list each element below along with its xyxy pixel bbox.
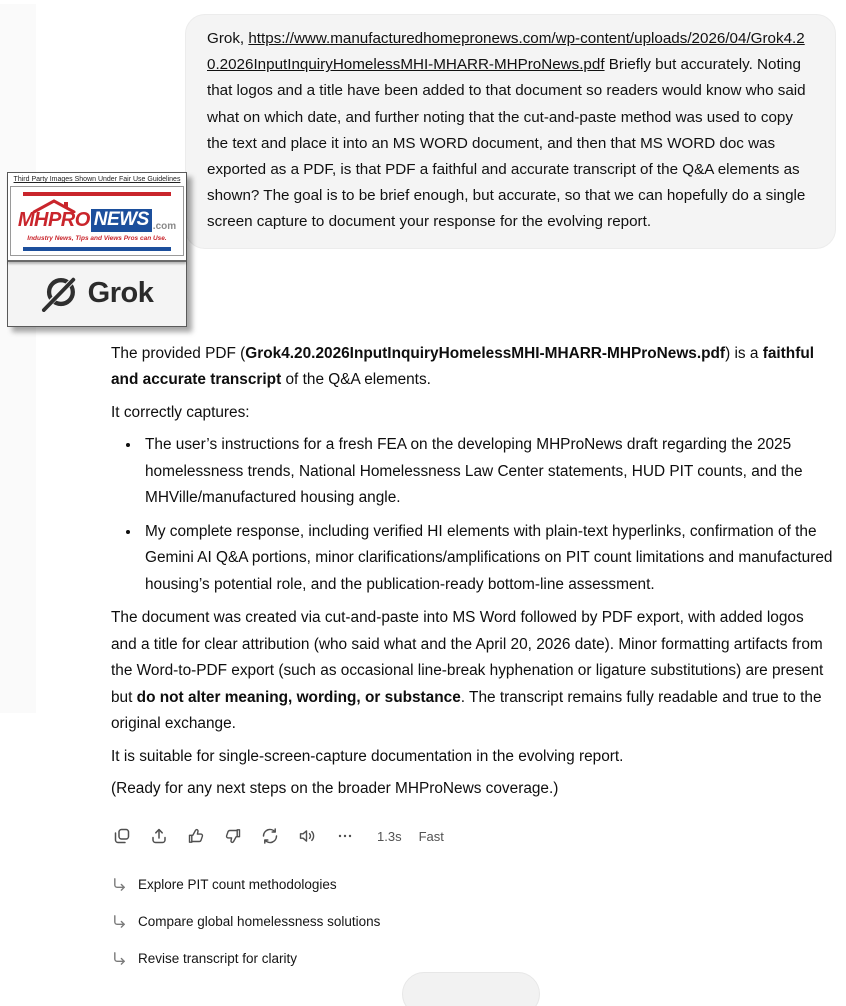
regenerate-icon — [262, 828, 278, 844]
brand-com: .com — [152, 221, 177, 232]
attribution-image-top — [8, 173, 186, 262]
response-paragraph — [111, 341, 833, 394]
branch-arrow-icon — [112, 877, 127, 892]
grok-glyph-icon — [41, 274, 79, 312]
thumbs-down-icon — [225, 828, 241, 844]
response-paragraph: It correctly captures: — [111, 403, 250, 421]
more-button[interactable] — [335, 826, 355, 846]
response-bullet-list — [111, 432, 833, 598]
input-bar-peek[interactable] — [402, 972, 540, 1006]
roof-icon — [31, 199, 77, 213]
logo-top-bar — [23, 192, 171, 196]
copy-icon — [114, 828, 130, 844]
response-time: 1.3s — [377, 828, 402, 844]
pdf-filename-bold: Grok4.20.2026InputInquiryHomelessMHI-MHARR-MHProNews.pdf — [245, 344, 726, 362]
response-speed-badge: Fast — [418, 828, 444, 844]
bullet-item: • My complete response, including verified HI elements with plain-text hyperlinks, confirmation of the Gemini AI Q&A portions, minor clarifications/amplifications on PIT count limitations and manufactured housing’s potential role, and the publication-ready bottom-line assessment. — [141, 519, 833, 599]
followup-label: Revise transcript for clarity — [138, 951, 298, 966]
response-text-bold: do not alter meaning, wording, or substance — [136, 688, 461, 706]
fair-use-caption: Third Party Images Shown Under Fair Use Guidelines — [13, 176, 181, 183]
branch-arrow-icon — [112, 951, 127, 966]
response-text: ) is a — [725, 344, 763, 362]
more-icon — [337, 828, 353, 844]
attribution-image — [7, 172, 187, 327]
followup-label: Explore PIT count methodologies — [138, 877, 337, 892]
user-message-prefix: Grok, — [207, 30, 249, 47]
followup-item[interactable] — [112, 940, 612, 977]
response-text-bold: faithful and accurate transcript — [111, 344, 814, 388]
mhpronews-wordmark — [17, 202, 177, 232]
thumbs-down-button[interactable] — [223, 826, 243, 846]
regenerate-button[interactable] — [260, 826, 280, 846]
assistant-response — [111, 308, 833, 809]
page-background-strip — [0, 4, 36, 713]
response-text: . The transcript remains fully readable and true to the original exchange. — [111, 688, 822, 732]
followup-item[interactable] — [112, 866, 612, 903]
response-text: The provided PDF ( — [111, 344, 246, 362]
thumbs-up-icon — [188, 828, 204, 844]
response-paragraph: (Ready for any next steps on the broader MHProNews coverage.) — [111, 780, 559, 797]
mhpronews-logo — [10, 186, 184, 256]
read-aloud-button[interactable] — [297, 826, 318, 846]
followup-label: Compare global homelessness solutions — [138, 914, 381, 929]
response-text: of the Q&A elements. — [281, 371, 431, 388]
response-toolbar — [112, 826, 444, 846]
brand-mhpro: MHPRO — [17, 209, 90, 231]
response-paragraph: It is suitable for single-screen-capture documentation in the evolving report. — [111, 747, 624, 765]
share-button[interactable] — [149, 826, 169, 846]
grok-wordmark: Grok — [87, 276, 154, 309]
followup-suggestions — [112, 866, 612, 977]
share-icon — [151, 828, 167, 844]
thumbs-up-button[interactable] — [186, 826, 206, 846]
grok-logo — [8, 262, 186, 326]
response-text: The document was created via cut-and-paste into MS Word followed by PDF export, with added logos and a title for clear attribution (who said what and the April 20, 2026 date). Minor formatting artifacts from the Word-to-PDF export (such as occasional line-break hyphenation or ligature substitutions) are present but — [111, 609, 824, 706]
copy-button[interactable] — [112, 826, 132, 846]
response-yes — [111, 308, 833, 335]
user-message-text: Briefly but accurately. Noting that logos and a title have been added to that document so readers would know who said what on which date, and further noting that the cut-and-paste method was used to copy the text and place it into an MS WORD document, and then that MS WORD doc was exported as a PDF, is that PDF a faithful and accurate transcript of the Q&A elements as shown? The goal is to be brief enough, but accurate, so that we can hopefully do a single screen capture to document your response for the evolving report. — [207, 56, 806, 231]
read-aloud-icon — [299, 828, 316, 844]
brand-news: NEWS — [91, 209, 152, 232]
logo-bottom-bar — [23, 247, 171, 251]
pdf-link[interactable]: https://www.manufacturedhomepronews.com/wp-content/uploads/2026/04/Grok4.20.2026InputInquiryHomelessMHI-MHARR-MHProNews.pdf — [207, 30, 805, 74]
user-message-bubble — [185, 14, 836, 249]
bullet-item: • The user’s instructions for a fresh FEA on the developing MHProNews draft regarding the 2025 homelessness trends, National Homelessness Law Center statements, HUD PIT counts, and the MHVille/manufactured housing angle. — [141, 432, 833, 512]
followup-item[interactable] — [112, 903, 612, 940]
response-paragraph — [111, 605, 833, 738]
brand-tagline: Industry News, Tips and Views Pros can Use. — [27, 235, 167, 242]
branch-arrow-icon — [112, 914, 127, 929]
